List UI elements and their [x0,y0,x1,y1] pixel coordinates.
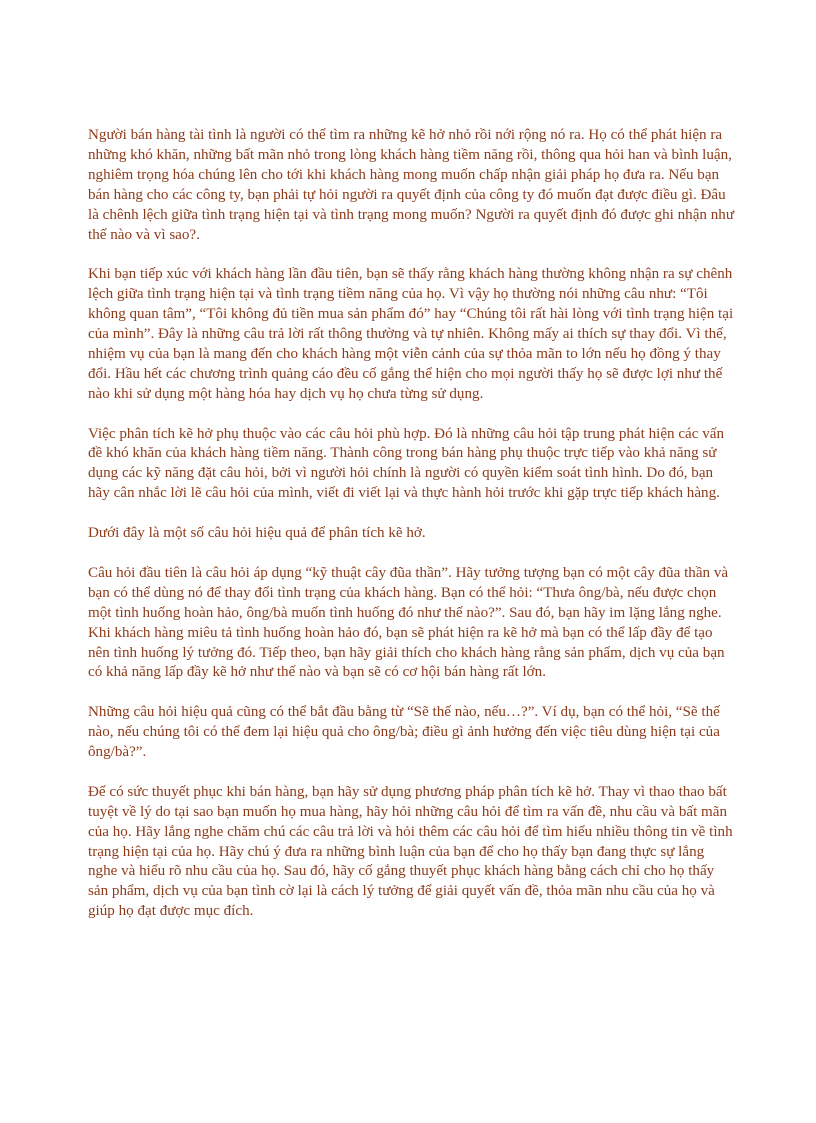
paragraph-3: Việc phân tích kẽ hở phụ thuộc vào các câu hỏi phù hợp. Đó là những câu hỏi tập trung phát hiện các vấn đề khó khăn của khách hàng tiềm năng. Thành công trong bán hàng phụ thuộc trực tiếp vào khả năng sử dụng các kỹ năng đặt câu hỏi, bởi vì người hỏi chính là người có quyền kiểm soát tình hình. Do đó, bạn hãy cân nhắc lời lẽ câu hỏi của mình, viết đi viết lại và thực hành hỏi trước khi gặp trực tiếp khách hàng. [88,425,725,502]
paragraph-7: Để có sức thuyết phục khi bán hàng, bạn hãy sử dụng phương pháp phân tích kẽ hở. Thay vì thao thao bất tuyệt về lý do tại sao bạn muốn họ mua hàng, hãy hỏi những câu hỏi để tìm ra vấn đề, nhu cầu và bất mãn của họ. Hãy lắng nghe chăm chú các câu trả lời và hỏi thêm các câu hỏi để tìm hiểu nhiều thông tin về tình trạng hiện tại của họ. Hãy chú ý đưa ra những bình luận của bạn để cho họ thấy bạn đang thực sự lắng nghe và hiểu rõ nhu cầu của họ. Sau đó, hãy cố gắng thuyết phục khách hàng bằng cách chỉ cho họ thấy sản phẩm, dịch vụ của bạn tình cờ lại là cách lý tưởng để giải quyết vấn đề, thỏa mãn nhu cầu của họ và giúp họ đạt được mục đích. [88,783,733,920]
paragraph-2: Khi bạn tiếp xúc với khách hàng lần đầu tiên, bạn sẽ thấy rằng khách hàng thường không nhận ra sự chênh lệch giữa tình trạng hiện tại và tình trạng tiềm năng của họ. Vì vậy họ thường nói những câu như: “Tôi không quan tâm”, “Tôi không đủ tiền mua sản phẩm đó” hay “Chúng tôi rất hài lòng với tình trạng hiện tại của mình”. Đây là những câu trả lời rất thông thường và tự nhiên. Không mấy ai thích sự thay đổi. Vì thế, nhiệm vụ của bạn là mang đến cho khách hàng một viễn cảnh của sự thỏa mãn to lớn nếu họ đồng ý thay đổi. Hầu hết các chương trình quảng cáo đều cố gắng thể hiện cho mọi người thấy họ sẽ được lợi như thế nào khi sử dụng một hàng hóa hay dịch vụ họ chưa từng sử dụng. [88,266,734,402]
paragraph-5: Câu hỏi đầu tiên là câu hỏi áp dụng “kỹ thuật cây đũa thần”. Hãy tưởng tượng bạn có một cây đũa thần và bạn có thể dùng nó để thay đổi tình trạng của khách hàng. Bạn có thể hỏi: “Thưa ông/bà, nếu được chọn một tình huống hoàn hảo, ông/bà muốn tình huống đó như thế nào?”. Sau đó, bạn hãy im lặng lắng nghe. Khi khách hàng miêu tả tình huống hoàn hảo đó, bạn sẽ phát hiện ra kẽ hở mà bạn có thể lấp đầy để tạo nên tình huống lý tưởng đó. Tiếp theo, bạn hãy giải thích cho khách hàng rằng sản phẩm, dịch vụ của bạn có khả năng lấp đầy kẽ hở như thế nào và bạn sẽ có cơ hội bán hàng rất lớn. [88,564,729,681]
paragraph-1: Người bán hàng tài tình là người có thể tìm ra những kẽ hở nhỏ rồi nới rộng nó ra. Họ có thể phát hiện ra những khó khăn, những bất mãn nhỏ trong lòng khách hàng tiềm năng rồi, thông qua hỏi han và bình luận, nghiêm trọng hóa chúng lên cho tới khi khách hàng mong muốn chấp nhận giải pháp họ đưa ra. Nếu bạn bán hàng cho các công ty, bạn phải tự hỏi người ra quyết định của công ty đó muốn đạt được điều gì. Đâu là chênh lệch giữa tình trạng hiện tại và tình trạng mong muốn? Người ra quyết định đó được ghi nhận như thế nào và vì sao?. [88,127,735,243]
document-body [88,126,736,942]
paragraph-6: Những câu hỏi hiệu quả cũng có thể bắt đầu bằng từ “Sẽ thế nào, nếu…?”. Ví dụ, bạn có thể hỏi, “Sẽ thế nào, nếu chúng tôi có thể đem lại hiệu quả cho ông/bà; điều gì ảnh hưởng đến việc tiêu dùng hiện tại của ông/bà?”. [88,704,720,761]
paragraph-4: Dưới đây là một số câu hỏi hiệu quả để phân tích kẽ hở. [88,525,426,542]
